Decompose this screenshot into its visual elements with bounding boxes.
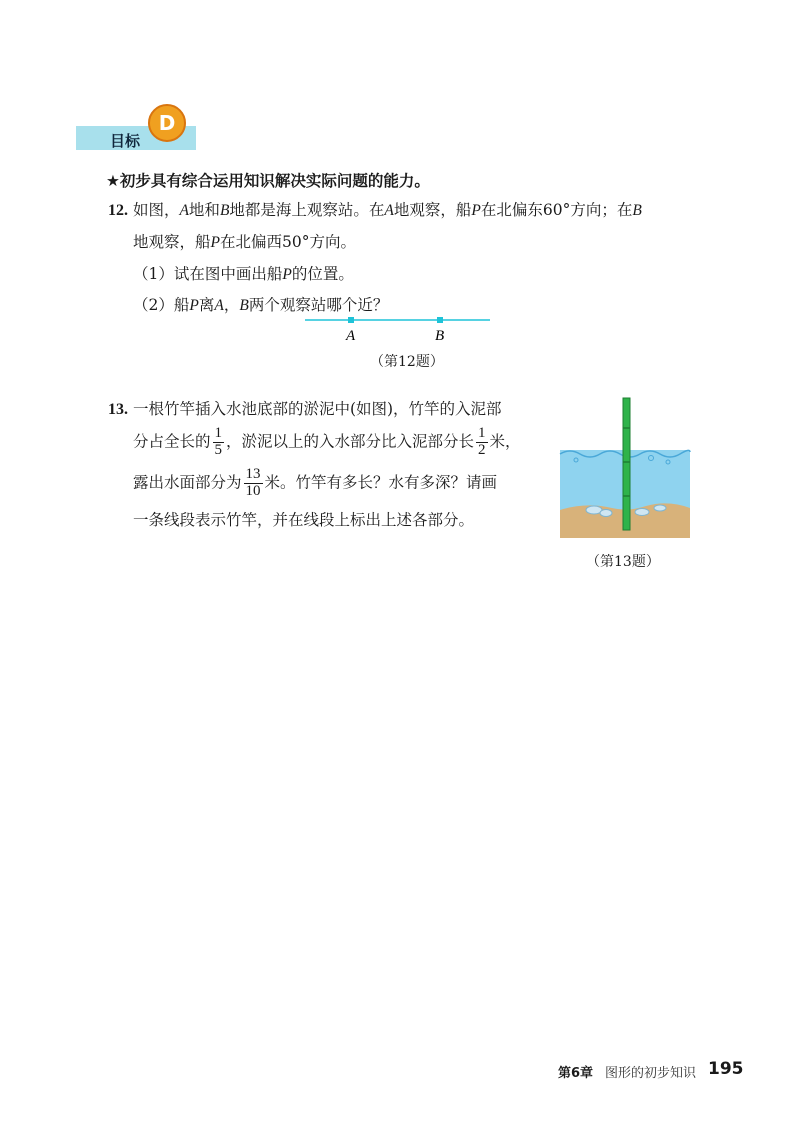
fraction-one-fifth <box>213 426 225 459</box>
var-b: B <box>632 202 642 219</box>
q12-text: 在北偏西50°方向。 <box>219 233 356 251</box>
frac-denominator: 10 <box>245 482 261 499</box>
goal-label: 目标 <box>110 132 141 150</box>
var-p: P <box>471 202 481 219</box>
var-p: P <box>189 297 199 314</box>
frac-denominator: 5 <box>214 441 223 458</box>
frac-numerator: 1 <box>214 425 223 441</box>
q13-line3 <box>133 467 497 500</box>
q12-text: 地观察，船 <box>133 233 211 251</box>
var-a: A <box>179 202 189 219</box>
q13-line2 <box>133 426 521 459</box>
var-p: P <box>282 266 292 283</box>
q12-subquestion-1 <box>133 262 354 284</box>
pebble <box>654 505 666 511</box>
q13-text: ，淤泥以上的入水部分比入泥部分长 <box>226 432 475 451</box>
figure-13-bamboo-pond <box>556 392 696 542</box>
goal-level-badge: D <box>148 104 186 142</box>
q12-text: 地观察，船 <box>393 201 472 219</box>
q12-line1 <box>108 198 642 220</box>
q12-text: 的位置。 <box>291 265 354 283</box>
q12-text: 如图， <box>132 201 180 219</box>
q12-text: 离 <box>198 296 215 314</box>
point-a-marker <box>348 317 354 323</box>
q13-text: 一根竹竿插入水池底部的淤泥中(如图)，竹竿的入泥部 <box>132 400 502 418</box>
q12-line2 <box>133 230 356 252</box>
var-p: P <box>210 234 220 251</box>
figure-12-caption: （第12题） <box>370 354 444 370</box>
q12-number: 12. <box>108 202 128 219</box>
page-number: 195 <box>708 1059 744 1079</box>
q13-line1 <box>108 397 502 419</box>
footer-chapter: 第6章 <box>558 1066 594 1081</box>
var-a: A <box>384 202 394 219</box>
figure-13-caption: （第13题） <box>586 554 660 570</box>
frac-numerator: 1 <box>478 425 486 441</box>
q12-text: （2）船 <box>133 296 190 314</box>
q13-text: 米。竹竿有多长？水有多深？请画 <box>264 473 498 492</box>
q13-text: 露出水面部分为 <box>133 473 242 492</box>
q13-number: 13. <box>108 401 128 418</box>
goal-statement: ★初步具有综合运用知识解决实际问题的能力。 <box>106 172 430 190</box>
pebble <box>600 510 612 517</box>
point-a-label: A <box>346 328 356 344</box>
point-b-label: B <box>435 328 445 344</box>
bamboo-pole <box>623 398 630 530</box>
var-a: A <box>214 297 224 314</box>
q12-text: （1）试在图中画出船 <box>133 265 283 283</box>
q12-text: 两个观察站哪个近？ <box>248 296 389 314</box>
q12-text: 在北偏东60°方向；在 <box>480 201 633 219</box>
pebble <box>635 509 649 516</box>
frac-denominator: 2 <box>478 441 486 458</box>
frac-numerator: 13 <box>245 466 261 482</box>
q13-line4 <box>133 508 474 530</box>
fraction-thirteen-tenths <box>244 467 263 500</box>
q12-text: 地和 <box>188 201 220 219</box>
q13-text: 分占全长的 <box>133 432 211 451</box>
figure-12-line-diagram <box>300 310 500 350</box>
q13-text: 一条线段表示竹竿，并在线段上标出上述各部分。 <box>133 511 475 529</box>
fraction-one-half <box>476 426 488 459</box>
var-b: B <box>239 297 249 314</box>
var-b: B <box>219 202 230 219</box>
footer-chapter-title: 图形的初步知识 <box>605 1066 697 1081</box>
q12-text: 地都是海上观察站。在 <box>229 201 385 219</box>
point-b-marker <box>437 317 443 323</box>
q12-text: ， <box>223 296 240 314</box>
q13-text: 米， <box>489 432 521 451</box>
